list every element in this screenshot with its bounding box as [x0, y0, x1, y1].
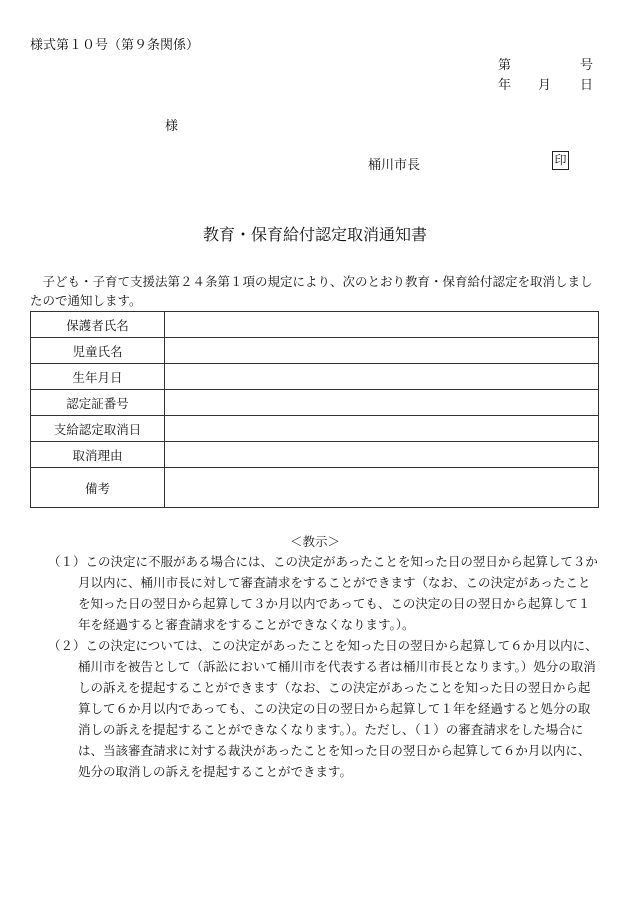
row-value-guardian-name [165, 312, 599, 338]
row-label-cancellation-reason: 取消理由 [31, 442, 165, 468]
seal-stamp-mark: 印 [552, 151, 569, 170]
table-row [31, 312, 599, 338]
row-value-cancellation-date [165, 416, 599, 442]
row-value-certificate-number [165, 390, 599, 416]
table-row [31, 468, 599, 508]
date-year-label: 年 [498, 78, 512, 93]
row-value-birth-date [165, 364, 599, 390]
document-number-prefix: 第 [498, 58, 512, 73]
table-row [31, 390, 599, 416]
row-label-birth-date: 生年月日 [31, 364, 165, 390]
table-row [31, 442, 599, 468]
document-title: 教育・保育給付認定取消通知書 [202, 225, 427, 244]
info-table [30, 311, 599, 508]
row-label-remarks: 備考 [31, 468, 165, 508]
table-row [31, 416, 599, 442]
form-number: 様式第１０号（第９条関係） [30, 38, 200, 53]
date-day-label: 日 [580, 78, 594, 93]
table-row [31, 338, 599, 364]
table-row [31, 364, 599, 390]
row-label-cancellation-date: 支給認定取消日 [31, 416, 165, 442]
row-value-child-name [165, 338, 599, 364]
notice-item-2: （２）この決定については、この決定があったことを知った日の翌日から起算して６か月以内に、桶川市を被告として（訴訟において桶川市を代表する者は桶川市長となります。）処分の取消しの訴えを提起することができます（なお、この決定があったことを知った日の翌日から起算して６か月以内であっても、この決定の日の翌日から起算して１年を経過すると処分の取消しの訴えを提起することができなくなります。）。ただし、（１）の審査請求をした場合には、当該審査請求に対する裁決があったことを知った日の翌日から起算して６か月以内に、処分の取消しの訴えを提起することができます。 [48, 638, 598, 779]
notice-item-1: （１）この決定に不服がある場合には、この決定があったことを知った日の翌日から起算して３か月以内に、桶川市長に対して審査請求をすることができます（なお、この決定があったことを知った日の翌日から起算して３か月以内であっても、この決定の日の翌日から起算して１年を経過すると審査請求をすることができなくなります。）。 [48, 554, 598, 632]
row-label-certificate-number: 認定証番号 [31, 390, 165, 416]
row-label-guardian-name: 保護者氏名 [31, 312, 165, 338]
row-value-cancellation-reason [165, 442, 599, 468]
row-label-child-name: 児童氏名 [31, 338, 165, 364]
recipient-honorific: 様 [165, 119, 179, 134]
intro-paragraph: 子ども・子育て支援法第２４条第１項の規定により、次のとおり教育・保育給付認定を取消しましたので通知します。 [30, 274, 593, 308]
date-month-label: 月 [538, 78, 552, 93]
row-value-remarks [165, 468, 599, 508]
issuer-name: 桶川市長 [368, 158, 421, 173]
notice-heading: ＜教示＞ [289, 534, 340, 549]
document-number-suffix: 号 [580, 58, 594, 73]
